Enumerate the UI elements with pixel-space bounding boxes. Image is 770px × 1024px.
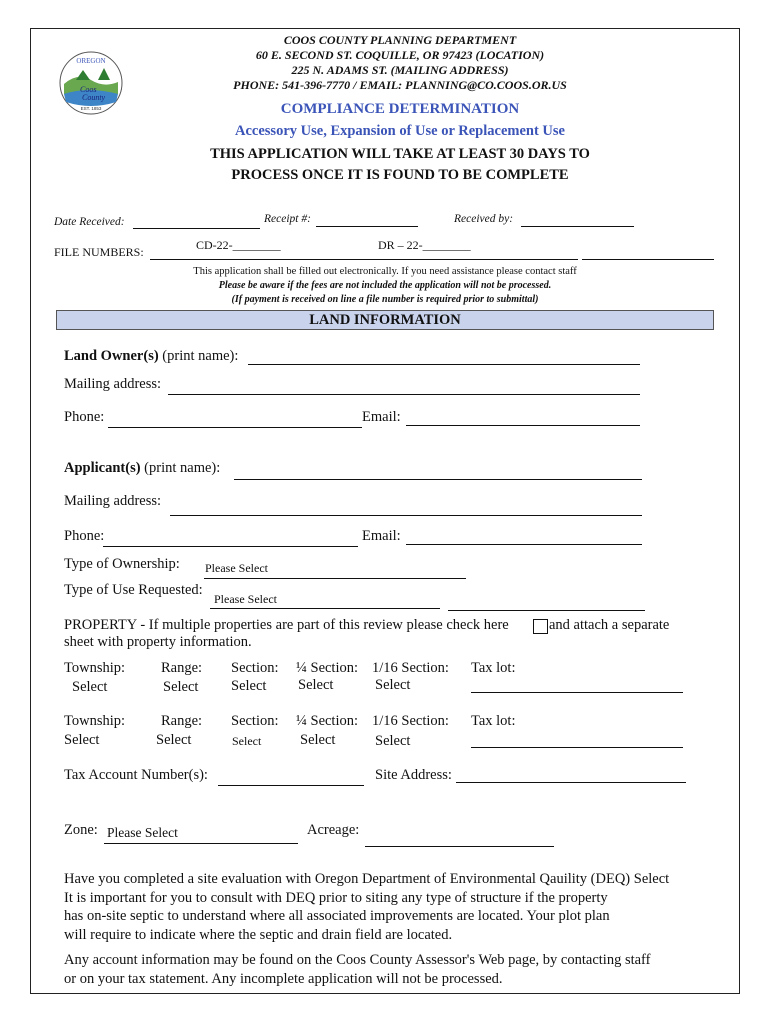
footer-line2: or on your tax statement. Any incomplete application will not be processed. (64, 971, 503, 987)
instructions-line3: (If payment is received on line a file number is required prior to submittal) (231, 294, 539, 305)
section-label-2: Section: (231, 713, 279, 729)
coos-county-logo (58, 50, 124, 116)
quarter-section-select-1[interactable]: Select (298, 677, 334, 693)
tax-lot-field-2[interactable] (471, 747, 683, 748)
file-numbers-label: FILE NUMBERS: (54, 245, 144, 259)
deq-line3: has on-site septic to understand where all associated improvements are located. Your plot plan (64, 908, 610, 924)
sixteenth-section-select-1[interactable]: Select (375, 677, 411, 693)
deq-line2: It is important for you to consult with DEQ prior to siting any type of structure if the property (64, 890, 608, 906)
township-label-2: Township: (64, 713, 126, 729)
dept-location: 60 E. SECOND ST. COQUILLE, OR 97423 (LOCATION) (255, 48, 545, 62)
township-select-1[interactable]: Select (72, 679, 108, 695)
land-owner-label-rest: (print name): (158, 348, 239, 364)
dept-name: COOS COUNTY PLANNING DEPARTMENT (283, 33, 517, 47)
land-owner-name-field[interactable] (248, 364, 640, 365)
zone-label: Zone: (64, 822, 98, 838)
acreage-field[interactable] (365, 846, 554, 847)
sixteenth-section-label-1: 1/16 Section: (372, 660, 449, 676)
land-information-header: LAND INFORMATION (56, 310, 714, 330)
sixteenth-section-select-2[interactable]: Select (375, 733, 411, 749)
section-select-1[interactable]: Select (231, 678, 267, 694)
instructions-line1: This application shall be filled out electronically. If you need assistance please contact staff (193, 266, 577, 277)
owner-mailing-label: Mailing address: (64, 376, 162, 392)
tax-account-label: Tax Account Number(s): (64, 767, 208, 783)
dept-mailing: 225 N. ADAMS ST. (MAILING ADDRESS) (291, 63, 509, 77)
applicant-email-label: Email: (362, 528, 401, 544)
applicant-mailing-label: Mailing address: (64, 493, 162, 509)
quarter-section-label-1: ¼ Section: (296, 660, 359, 676)
logo-line2: County (82, 93, 106, 102)
quarter-section-select-2[interactable]: Select (300, 732, 336, 748)
date-received-field[interactable] (133, 228, 260, 229)
ownership-type-line (204, 578, 466, 579)
section-label-1: Section: (231, 660, 279, 676)
zone-select[interactable]: Please Select (107, 825, 178, 840)
range-select-2[interactable]: Select (156, 732, 192, 748)
dept-contact: PHONE: 541-396-7770 / EMAIL: PLANNING@CO.COOS.OR.US (233, 78, 567, 92)
multiple-properties-checkbox[interactable] (533, 619, 548, 634)
footer-line1: Any account information may be found on the Coos County Assessor's Web page, by contacting staff (64, 952, 651, 968)
applicant-label-bold: Applicant(s) (64, 460, 141, 476)
instructions-line2: Please be aware if the fees are not included the application will not be processed. (218, 280, 552, 291)
notice-line2: PROCESS ONCE IT IS FOUND TO BE COMPLETE (231, 167, 569, 183)
received-by-field[interactable] (521, 226, 634, 227)
logo-line1: Coos (80, 85, 97, 94)
sixteenth-section-label-2: 1/16 Section: (372, 713, 449, 729)
cd-file-number[interactable]: CD-22-________ (196, 238, 281, 252)
applicant-phone-field[interactable] (103, 546, 358, 547)
owner-phone-field[interactable] (108, 427, 362, 428)
range-select-1[interactable]: Select (163, 679, 199, 695)
dr-file-number[interactable]: DR – 22-________ (378, 238, 471, 252)
acreage-label: Acreage: (307, 822, 360, 838)
owner-email-label: Email: (362, 409, 401, 425)
file-numbers-line (150, 259, 578, 260)
tax-lot-label-1: Tax lot: (471, 660, 516, 676)
received-by-label: Received by: (454, 213, 514, 225)
quarter-section-label-2: ¼ Section: (296, 713, 359, 729)
property-line2: sheet with property information. (64, 634, 252, 650)
applicant-name-field[interactable] (234, 479, 642, 480)
deq-line4: will require to indicate where the septic and drain field are located. (64, 927, 453, 943)
range-label-1: Range: (161, 660, 203, 676)
notice-line1: THIS APPLICATION WILL TAKE AT LEAST 30 DAYS TO (210, 146, 590, 162)
zone-line (104, 843, 298, 844)
file-numbers-line-2 (582, 259, 714, 260)
tax-lot-field-1[interactable] (471, 692, 683, 693)
owner-mailing-field[interactable] (168, 394, 640, 395)
owner-phone-label: Phone: (64, 409, 105, 425)
range-label-2: Range: (161, 713, 203, 729)
logo-top-text: OREGON (76, 57, 106, 65)
ownership-type-select[interactable]: Please Select (205, 561, 268, 575)
section-select-2[interactable]: Select (232, 734, 262, 748)
deq-select[interactable]: Select (633, 871, 670, 887)
land-owner-label (64, 348, 238, 365)
applicant-email-field[interactable] (406, 544, 642, 545)
tax-account-field[interactable] (218, 785, 364, 786)
township-select-2[interactable]: Select (64, 732, 100, 748)
applicant-mailing-field[interactable] (170, 515, 642, 516)
township-label-1: Township: (64, 660, 126, 676)
form-title: COMPLIANCE DETERMINATION (280, 101, 520, 117)
use-requested-select[interactable]: Please Select (214, 592, 277, 606)
property-line1: PROPERTY - If multiple properties are part of this review please check here (64, 617, 509, 633)
receipt-field[interactable] (316, 226, 418, 227)
owner-email-field[interactable] (406, 425, 640, 426)
tax-lot-label-2: Tax lot: (471, 713, 516, 729)
site-address-field[interactable] (456, 782, 686, 783)
applicant-label (64, 460, 220, 477)
receipt-label: Receipt #: (264, 213, 311, 225)
land-owner-label-bold: Land Owner(s) (64, 348, 159, 364)
site-address-label: Site Address: (375, 767, 452, 783)
use-requested-label: Type of Use Requested: (64, 582, 203, 598)
use-requested-line (210, 608, 440, 609)
deq-question-text: Have you completed a site evaluation with Oregon Department of Environmental Qauility (DEQ) (64, 871, 631, 887)
use-requested-extra-line (448, 610, 645, 611)
deq-question (64, 870, 669, 890)
date-received-label: Date Received: (54, 216, 125, 228)
applicant-phone-label: Phone: (64, 528, 105, 544)
ownership-type-label: Type of Ownership: (64, 556, 180, 572)
property-line1-cont: and attach a separate (549, 617, 670, 633)
applicant-label-rest: (print name): (140, 460, 221, 476)
logo-est: EST. 1853 (80, 106, 102, 111)
form-subtitle: Accessory Use, Expansion of Use or Replacement Use (235, 123, 565, 139)
